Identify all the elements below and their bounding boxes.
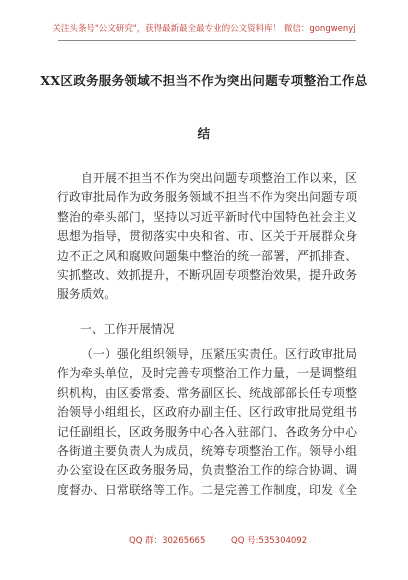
body-line: 实抓整改、效抓提升，不断巩固专项整治效果，提升政务 xyxy=(57,267,357,282)
document-title-line-2: 结 xyxy=(197,126,211,141)
body-paragraph-2 xyxy=(57,345,357,500)
body-line: 思想为指导，贯彻落实中央和省、市、区关于开展群众身 xyxy=(57,229,357,244)
body-line: 记任副组长，区政务服务中心各入驻部门、各政务分中心 xyxy=(57,424,357,439)
body-line: 行政审批局作为政务服务领域不担当不作为突出问题专项 xyxy=(57,190,357,205)
body-line: 办公室设在区政务服务局，负责整治工作的综合协调、调 xyxy=(57,463,357,478)
section-heading: 一、工作开展情况 xyxy=(80,322,175,336)
body-line: 作为牵头单位，及时完善专项整治工作力量，一是调整组 xyxy=(57,366,357,381)
body-line: 服务质效。 xyxy=(57,287,116,302)
footer-qq-group: QQ 群：30265665 xyxy=(129,536,206,546)
footer-qq-number: QQ 号:535304092 xyxy=(231,536,308,546)
document-title-line-1: XX区政务服务领域不担当不作为突出问题专项整治工作总 xyxy=(40,73,368,88)
body-line: 织机构，由区委常委、常务副区长、统战部部长任专项整 xyxy=(57,385,357,400)
header-banner: 关注头条号"公文研究"，获得最新最全最专业的公文资料库！ 微信：gongwenyj xyxy=(52,24,356,34)
body-line: 自开展不担当不作为突出问题专项整治工作以来，区 xyxy=(81,171,357,185)
body-line: （一）强化组织领导，压紧压实责任。区行政审批局 xyxy=(81,347,357,361)
body-line: 度督办、日常联络等工作。二是完善工作制度，印发《全 xyxy=(57,482,357,497)
body-line: 整治的牵头部门，坚持以习近平新时代中国特色社会主义 xyxy=(57,209,357,224)
body-line: 治领导小组组长，区政府办副主任、区行政审批局党组书 xyxy=(57,405,357,420)
body-paragraph-1 xyxy=(57,169,357,305)
header-divider xyxy=(58,40,356,41)
body-line: 边不正之风和腐败问题集中整治的统一部署，严抓排查、 xyxy=(57,248,357,263)
body-line: 各街道主要负责人为成员，统筹专项整治工作。领导小组 xyxy=(57,443,357,458)
